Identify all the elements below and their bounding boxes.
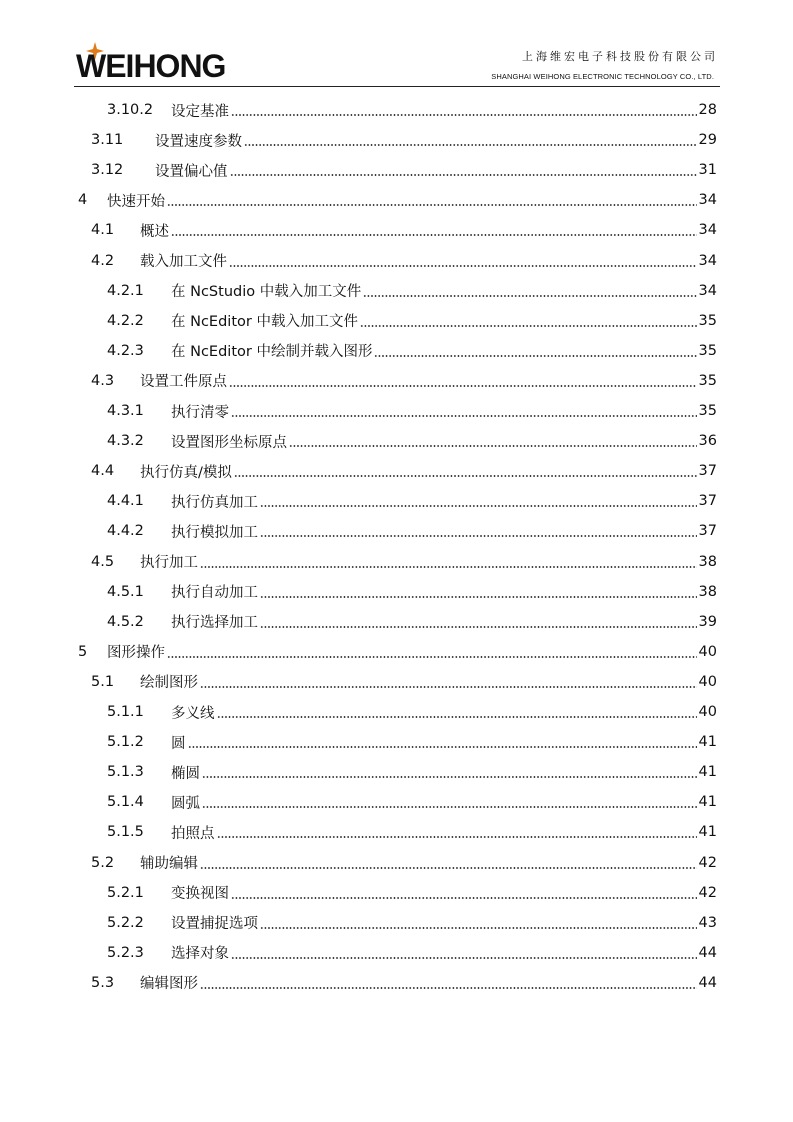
toc-dot-leader (260, 535, 697, 537)
toc-entry-title: 椭圆 (171, 765, 200, 782)
toc-entry-title: 在 NcEditor 中载入加工文件 (171, 314, 358, 331)
toc-entry-title: 执行清零 (171, 404, 229, 421)
toc-entry-page: 37 (698, 523, 717, 540)
toc-dot-leader (217, 716, 697, 718)
toc-entry-page: 37 (698, 463, 717, 480)
toc-entry[interactable] (107, 938, 717, 968)
toc-entry-title: 圆弧 (171, 795, 200, 812)
toc-entry[interactable] (91, 246, 717, 276)
weihong-logo (74, 42, 249, 82)
logo-text: WEIHONG (76, 48, 226, 84)
toc-entry-page: 34 (698, 282, 717, 299)
toc-entry[interactable] (107, 426, 717, 456)
toc-entry-number: 4.3.2 (107, 433, 144, 450)
toc-entry-page: 40 (698, 673, 717, 690)
toc-entry-page: 41 (698, 734, 717, 751)
toc-dot-leader (200, 686, 697, 688)
toc-entry-title: 设置工件原点 (140, 374, 227, 391)
toc-entry-page: 42 (698, 884, 717, 901)
toc-dot-leader (289, 445, 697, 447)
toc-entry-title: 绘制图形 (140, 675, 198, 692)
toc-dot-leader (202, 776, 697, 778)
toc-dot-leader (260, 927, 697, 929)
toc-entry-title: 执行仿真/模拟 (140, 464, 232, 481)
toc-entry-title: 执行自动加工 (171, 585, 258, 602)
toc-entry-number: 5.2 (91, 854, 115, 871)
toc-entry-page: 34 (698, 192, 717, 209)
toc-entry-title: 变换视图 (171, 886, 229, 903)
toc-entry-title: 辅助编辑 (140, 856, 198, 872)
toc-entry-page: 35 (698, 403, 717, 419)
toc-entry-number: 4.4.1 (107, 493, 144, 510)
toc-entry-number: 5.1.1 (107, 704, 144, 720)
toc-entry-page: 29 (698, 132, 717, 149)
toc-dot-leader (167, 204, 697, 206)
toc-entry[interactable] (91, 848, 717, 878)
toc-entry[interactable] (91, 366, 717, 396)
toc-entry[interactable] (91, 215, 717, 245)
toc-entry-page: 38 (698, 553, 717, 570)
toc-entry[interactable] (107, 516, 717, 546)
toc-entry-title: 图形操作 (107, 645, 165, 662)
toc-dot-leader (171, 234, 697, 236)
toc-entry-number: 5.1.3 (107, 764, 144, 781)
toc-entry-number: 4.5.2 (107, 613, 144, 630)
toc-entry-title: 执行选择加工 (171, 615, 258, 632)
toc-entry-number: 3.12 (91, 162, 124, 179)
toc-entry-number: 4 (78, 192, 88, 209)
toc-entry[interactable] (107, 727, 717, 757)
toc-entry-page: 35 (698, 312, 717, 329)
header-divider (74, 86, 720, 87)
toc-entry-page: 34 (698, 222, 717, 239)
toc-dot-leader (260, 626, 697, 628)
toc-dot-leader (217, 836, 697, 838)
toc-dot-leader (200, 987, 697, 989)
toc-entry-number: 5.1.4 (107, 794, 144, 811)
toc-entry-number: 5.2.3 (107, 944, 144, 961)
page-header (74, 36, 720, 86)
toc-entry[interactable] (107, 908, 717, 938)
toc-entry-title: 在 NcEditor 中绘制并载入图形 (171, 344, 373, 361)
toc-entry-number: 5 (78, 643, 88, 660)
toc-entry-page: 44 (698, 974, 717, 991)
toc-entry-page: 35 (698, 372, 717, 389)
toc-entry-page: 38 (698, 583, 717, 600)
toc-entry-number: 5.2.1 (107, 884, 144, 901)
toc-dot-leader (167, 656, 697, 658)
toc-entry-number: 4.2 (91, 252, 115, 269)
toc-entry-page: 35 (698, 342, 717, 359)
toc-entry-title: 执行模拟加工 (171, 524, 258, 541)
toc-entry-title: 选择对象 (171, 946, 229, 963)
toc-entry-number: 4.4 (91, 463, 115, 480)
toc-entry-number: 4.2.3 (107, 342, 144, 359)
toc-entry[interactable] (107, 577, 717, 607)
toc-entry-title: 设置速度参数 (155, 133, 242, 150)
toc-entry-title: 设置偏心值 (155, 163, 228, 180)
toc-dot-leader (188, 746, 697, 748)
toc-entry-page: 37 (698, 493, 717, 510)
toc-entry[interactable] (91, 968, 717, 998)
toc-entry-number: 5.2.2 (107, 914, 144, 931)
toc-entry-page: 41 (698, 794, 717, 811)
toc-dot-leader (231, 415, 697, 417)
toc-dot-leader (234, 475, 697, 477)
toc-entry-page: 43 (698, 914, 717, 931)
toc-dot-leader (229, 265, 697, 267)
toc-entry-page: 31 (698, 162, 717, 179)
toc-entry[interactable] (107, 95, 717, 125)
toc-entry-page: 41 (698, 764, 717, 781)
toc-entry[interactable] (107, 486, 717, 516)
toc-dot-leader (374, 355, 696, 357)
toc-entry-page: 28 (698, 102, 717, 118)
toc-entry[interactable] (91, 155, 717, 185)
company-name-en: SHANGHAI WEIHONG ELECTRONIC TECHNOLOGY CO., LTD. (491, 72, 714, 81)
toc-entry-number: 5.1 (91, 673, 115, 690)
toc-entry[interactable] (107, 306, 717, 336)
toc-entry-number: 5.1.5 (107, 824, 144, 841)
toc-entry-number: 5.1.2 (107, 734, 144, 751)
toc-entry[interactable] (107, 276, 717, 306)
toc-entry-number: 4.5.1 (107, 583, 144, 600)
toc-dot-leader (229, 385, 697, 387)
toc-dot-leader (260, 596, 697, 598)
toc-entry[interactable] (107, 697, 717, 727)
toc-entry-title: 多义线 (171, 705, 215, 722)
toc-entry-number: 4.2.2 (107, 312, 144, 329)
toc-entry[interactable] (78, 185, 717, 215)
toc-entry-number: 4.2.1 (107, 282, 144, 299)
toc-entry-title: 概述 (140, 223, 169, 240)
toc-entry-number: 5.3 (91, 974, 115, 991)
toc-entry[interactable] (107, 817, 717, 847)
toc-entry-title: 执行加工 (140, 555, 198, 571)
company-name-cn: 上海维宏电子科技股份有限公司 (522, 50, 718, 63)
toc-entry-page: 44 (698, 944, 717, 961)
toc-entry-title: 在 NcStudio 中载入加工文件 (171, 284, 362, 301)
toc-entry-title: 快速开始 (107, 193, 165, 210)
toc-entry-page: 40 (698, 704, 717, 720)
toc-entry[interactable] (78, 637, 717, 667)
toc-entry-title: 载入加工文件 (140, 254, 227, 270)
toc-entry[interactable] (107, 787, 717, 817)
toc-dot-leader (231, 897, 697, 899)
toc-entry-number: 4.4.2 (107, 523, 144, 540)
toc-entry-number: 4.1 (91, 222, 115, 239)
toc-dot-leader (231, 957, 697, 959)
toc-entry-title: 设置图形坐标原点 (171, 434, 287, 451)
toc-entry-number: 3.11 (91, 132, 124, 149)
toc-entry-page: 40 (698, 643, 717, 660)
toc-dot-leader (363, 295, 696, 297)
toc-dot-leader (231, 114, 697, 116)
toc-dot-leader (202, 806, 697, 808)
toc-entry-number: 4.3.1 (107, 403, 144, 419)
toc-entry[interactable] (91, 667, 717, 697)
toc-entry-title: 拍照点 (171, 825, 215, 842)
toc-dot-leader (360, 325, 697, 327)
toc-entry[interactable] (91, 547, 717, 577)
toc-entry-title: 设置捕捉选项 (171, 916, 258, 933)
toc-entry-number: 4.5 (91, 553, 115, 570)
toc-dot-leader (230, 174, 697, 176)
toc-entry-page: 42 (698, 854, 717, 871)
toc-entry-page: 41 (698, 824, 717, 841)
toc-entry-title: 编辑图形 (140, 976, 198, 993)
toc-entry[interactable] (91, 125, 717, 155)
toc-entry[interactable] (107, 878, 717, 908)
toc-entry[interactable] (107, 396, 717, 426)
toc-dot-leader (260, 505, 697, 507)
toc-dot-leader (200, 566, 697, 568)
toc-entry-page: 34 (698, 252, 717, 269)
toc-entry-title: 圆 (171, 735, 186, 752)
toc-dot-leader (200, 867, 697, 869)
toc-entry-page: 36 (698, 433, 717, 450)
toc-entry[interactable] (91, 456, 717, 486)
toc-entry-page: 39 (698, 613, 717, 630)
toc-entry-number: 3.10.2 (107, 102, 154, 118)
toc-entry-title: 设定基准 (171, 103, 229, 120)
toc-entry-number: 4.3 (91, 372, 115, 389)
toc-entry[interactable] (107, 336, 717, 366)
toc-entry[interactable] (107, 607, 717, 637)
toc-dot-leader (244, 144, 697, 146)
toc-entry[interactable] (107, 757, 717, 787)
toc-entry-title: 执行仿真加工 (171, 494, 258, 511)
